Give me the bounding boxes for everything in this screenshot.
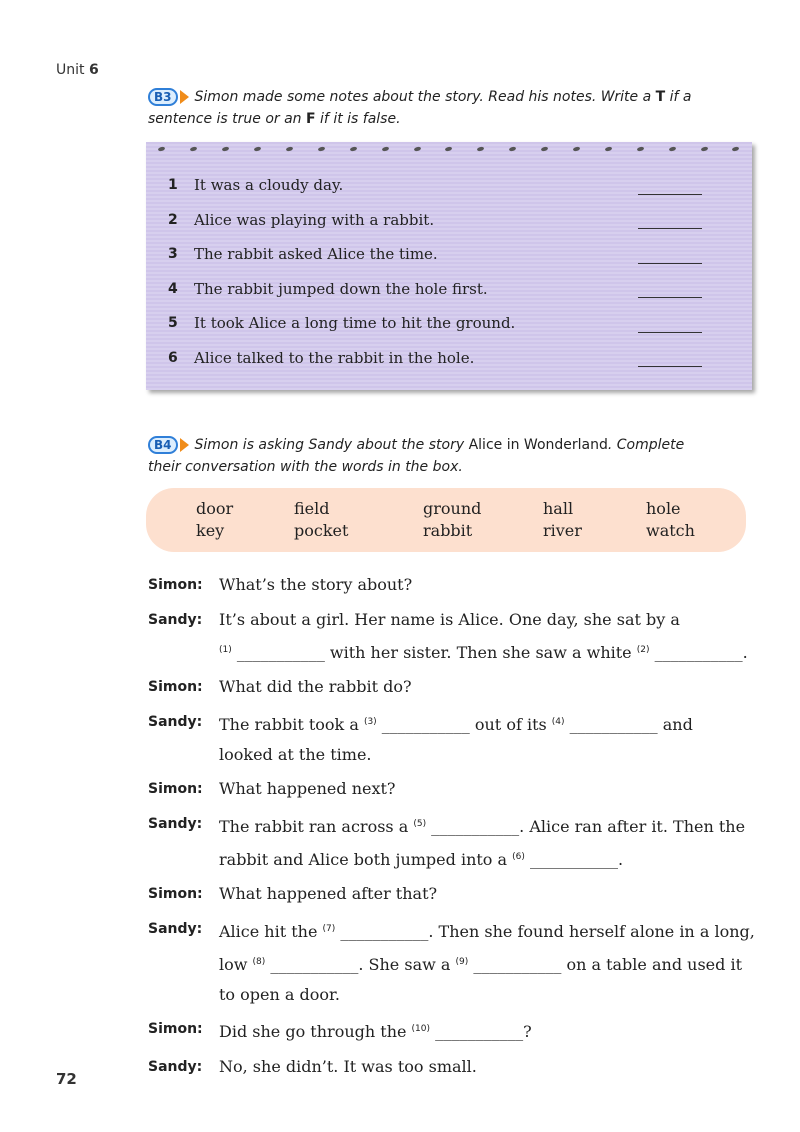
conversation <box>148 570 758 1082</box>
b4-badge <box>148 436 189 454</box>
dialogue-text: to open a door. <box>219 984 340 1004</box>
word-option: ground <box>423 499 482 518</box>
note-number: 6 <box>168 349 178 366</box>
notes-paper <box>146 142 752 390</box>
word-option: key <box>196 521 225 540</box>
word-option: pocket <box>294 521 349 540</box>
speaker-name: Sandy: <box>148 1058 203 1075</box>
b3-true-letter: T <box>655 89 666 105</box>
dialogue-text: No, she didn’t. It was too small. <box>219 1056 477 1076</box>
blank-number: (1) <box>219 644 232 655</box>
blank-number: (5) <box>413 818 427 829</box>
note-sentence: The rabbit asked Alice the time. <box>194 245 438 264</box>
blank-number: (3) <box>363 716 377 727</box>
note-sentence: It took Alice a long time to hit the ground. <box>194 314 516 333</box>
b3-false-letter: F <box>306 111 316 127</box>
unit-number: 6 <box>88 62 99 78</box>
dialogue-text: ___________. She saw a <box>265 954 456 974</box>
dialogue-line <box>219 809 758 842</box>
note-sentence: Alice was playing with a rabbit. <box>194 210 435 229</box>
blank-number: (2) <box>636 644 650 655</box>
word-option: door <box>196 499 234 518</box>
note-item <box>168 168 738 203</box>
dialogue-turn <box>148 879 758 909</box>
dialogue-line <box>219 774 758 804</box>
dialogue-turn <box>148 914 758 1010</box>
blank-number: (9) <box>455 956 469 967</box>
speaker-name: Sandy: <box>148 920 203 937</box>
dialogue-turn <box>148 1052 758 1082</box>
dialogue-text: low <box>219 954 253 974</box>
dialogue-line <box>219 635 758 668</box>
dialogue-line <box>219 1052 758 1082</box>
dialogue-line <box>219 1014 758 1047</box>
b4-story-title: Alice in Wonderland <box>468 437 608 453</box>
answer-blank[interactable] <box>638 348 702 367</box>
b3-instruction-part1: Simon made some notes about the story. Read his notes. Write a <box>194 89 656 105</box>
dialogue-turn <box>148 774 758 804</box>
blank-number: (4) <box>551 716 565 727</box>
dialogue-text: ___________? <box>430 1022 532 1041</box>
note-number: 5 <box>168 315 178 332</box>
page-number: 72 <box>56 1070 77 1088</box>
speaker-name: Sandy: <box>148 611 203 628</box>
note-item <box>168 237 738 272</box>
blank-number: (7) <box>322 923 336 934</box>
dialogue-text: The rabbit ran across a <box>219 816 414 836</box>
dialogue-text: ___________. Alice ran after it. Then the <box>426 816 746 836</box>
word-box <box>146 488 746 552</box>
note-number: 4 <box>168 280 178 297</box>
speaker-name: Sandy: <box>148 713 203 730</box>
dialogue-text: The rabbit took a <box>219 714 364 734</box>
speaker-name: Simon: <box>148 679 203 695</box>
speaker-name: Simon: <box>148 1021 203 1037</box>
dialogue-turn <box>148 707 758 770</box>
answer-blank[interactable] <box>638 245 702 264</box>
word-option: watch <box>646 521 695 540</box>
speaker-name: Simon: <box>148 577 203 593</box>
note-sentence: It was a cloudy day. <box>194 176 344 195</box>
answer-blank[interactable] <box>638 279 702 298</box>
unit-label-text: Unit <box>56 62 85 78</box>
answer-blank[interactable] <box>638 176 702 195</box>
binder-holes <box>146 142 752 156</box>
b4-instruction <box>148 434 748 478</box>
note-item <box>168 306 738 341</box>
dialogue-text: ___________ with her sister. Then she saw a white <box>231 642 637 662</box>
word-option: rabbit <box>423 521 473 540</box>
dialogue-text: Did she go through the <box>219 1022 412 1041</box>
note-number: 2 <box>168 211 178 228</box>
blank-number: (8) <box>252 956 266 967</box>
speaker-name: Simon: <box>148 781 203 797</box>
b4-instruction-part3: their conversation with the words in the box. <box>148 459 463 475</box>
dialogue-text: What’s the story about? <box>219 575 413 594</box>
answer-blank[interactable] <box>638 210 702 229</box>
blank-number: (10) <box>411 1024 431 1034</box>
dialogue-line <box>219 570 758 600</box>
word-grid <box>196 499 726 543</box>
dialogue-line <box>219 879 758 909</box>
dialogue-text: ___________. Then she found herself alone in a long, <box>335 921 755 941</box>
note-item <box>168 203 738 238</box>
dialogue-line <box>219 947 758 980</box>
dialogue-line <box>219 842 758 875</box>
word-option: field <box>294 499 330 518</box>
dialogue-text: ___________ on a table and used it <box>468 954 742 974</box>
notes-list <box>168 168 738 375</box>
speaker-name: Sandy: <box>148 815 203 832</box>
dialogue-line <box>219 672 758 702</box>
b4-instruction-part2: . Complete <box>607 437 685 453</box>
dialogue-text: looked at the time. <box>219 744 372 764</box>
dialogue-line <box>219 605 758 635</box>
note-sentence: Alice talked to the rabbit in the hole. <box>194 348 475 367</box>
unit-label <box>56 62 99 78</box>
speaker-name: Simon: <box>148 886 203 902</box>
dialogue-text: ___________ and <box>564 714 693 734</box>
dialogue-text: What did the rabbit do? <box>219 677 412 696</box>
play-arrow-icon <box>180 438 189 452</box>
b3-badge <box>148 88 189 106</box>
note-number: 3 <box>168 246 178 263</box>
note-item <box>168 341 738 376</box>
dialogue-line <box>219 740 758 770</box>
b3-badge-label: B3 <box>148 88 178 106</box>
word-option: hole <box>646 499 681 518</box>
dialogue-line <box>219 707 758 740</box>
word-option: river <box>543 521 582 540</box>
dialogue-text: What happened after that? <box>219 884 438 903</box>
note-sentence: The rabbit jumped down the hole first. <box>194 279 488 298</box>
word-option: hall <box>543 499 574 518</box>
b3-instruction-part2: if a <box>665 89 692 105</box>
play-arrow-icon <box>180 90 189 104</box>
dialogue-text: What happened next? <box>219 779 396 798</box>
b4-instruction-part1: Simon is asking Sandy about the story <box>194 437 469 453</box>
note-item <box>168 272 738 307</box>
dialogue-text: rabbit and Alice both jumped into a <box>219 849 513 869</box>
note-number: 1 <box>168 177 178 194</box>
answer-blank[interactable] <box>638 314 702 333</box>
dialogue-text: It’s about a girl. Her name is Alice. One day, she sat by a <box>219 609 680 629</box>
dialogue-line <box>219 914 758 947</box>
dialogue-turn <box>148 570 758 600</box>
dialogue-turn <box>148 809 758 875</box>
dialogue-turn <box>148 605 758 668</box>
b3-instruction <box>148 86 748 130</box>
blank-number: (6) <box>512 851 525 862</box>
b3-instruction-part4: if it is false. <box>315 111 401 127</box>
dialogue-line <box>219 980 758 1010</box>
dialogue-turn <box>148 1014 758 1047</box>
dialogue-text: ___________ out of its <box>376 714 552 734</box>
dialogue-text: Alice hit the <box>219 921 323 941</box>
dialogue-turn <box>148 672 758 702</box>
dialogue-text: ___________. <box>524 849 624 869</box>
b4-badge-label: B4 <box>148 436 178 454</box>
b3-instruction-part3: sentence is true or an <box>148 111 307 127</box>
dialogue-text: ___________. <box>649 642 748 662</box>
